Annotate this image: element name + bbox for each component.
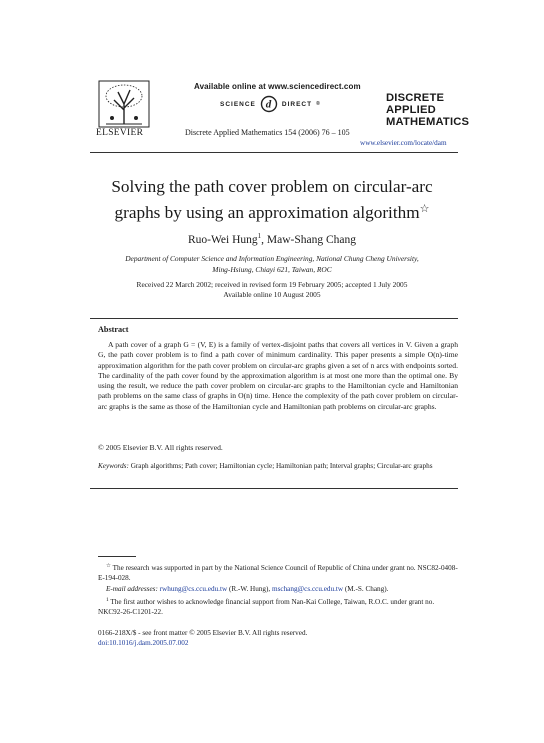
email-owner: (R.-W. Hung), [228, 585, 271, 593]
sciencedirect-logo [220, 95, 321, 113]
paper-title-line-1: Solving the path cover problem on circular-arc [111, 177, 433, 196]
footnote-acknowledgement-text: The first author wishes to acknowledge financial support from Nan-Kai College, Taiwan, R.O.C. under grant no. NKC92-26-C1201-22. [98, 598, 435, 616]
author-name: Ruo-Wei Hung [187, 234, 258, 246]
abstract-heading: Abstract [98, 325, 129, 334]
affiliation-line-1: Department of Computer Science and Information Engineering, National Chung Cheng University, [125, 254, 419, 263]
abstract-bottom-divider [90, 488, 458, 489]
email-owner: (M.-S. Chang). [344, 585, 389, 593]
journal-title-line-3: MATHEMATICS [386, 116, 470, 128]
footnote-emails [98, 584, 460, 594]
header-divider [90, 152, 458, 153]
abstract-copyright: © 2005 Elsevier B.V. All rights reserved. [98, 443, 223, 452]
keywords [98, 461, 458, 471]
abstract-body [98, 340, 458, 412]
title-footnote-star[interactable]: ☆ [419, 203, 430, 215]
footnote-acknowledgement [98, 595, 460, 617]
affiliation [110, 253, 434, 275]
author-name: Maw-Shang Chang [266, 234, 357, 246]
journal-title-line-2: APPLIED [386, 104, 436, 116]
doi-link[interactable]: doi:10.1016/j.dam.2005.07.002 [98, 639, 189, 647]
author-footnote-marker[interactable]: 1 [257, 232, 262, 240]
issn-line: 0166-218X/$ - see front matter © 2005 Elsevier B.V. All rights reserved. [98, 629, 308, 637]
paper-title [100, 176, 444, 224]
journal-url-link[interactable]: www.elsevier.com/locate/dam [360, 139, 447, 147]
email-link[interactable]: rwhung@cs.ccu.edu.tw [159, 585, 228, 593]
paper-title-line-2 [100, 198, 444, 224]
sciencedirect-right-word: DIRECT [281, 100, 313, 108]
author-list [100, 232, 444, 246]
footnote-funding [98, 561, 460, 583]
journal-title-line-1: DISCRETE [386, 92, 445, 104]
sciencedirect-at-icon [260, 95, 278, 113]
footnote-funding-text: The research was supported in part by the National Science Council of Republic of China under grant no. NSC82-0408-E-194-028. [98, 564, 458, 582]
sciencedirect-left-word: SCIENCE [220, 100, 256, 108]
keywords-label: Keywords: [98, 462, 129, 470]
abstract-top-divider [90, 318, 458, 319]
footnote-1-mark: 1 [106, 597, 109, 603]
footnote-divider [98, 556, 136, 557]
journal-title-block [386, 92, 469, 128]
article-history [110, 280, 434, 300]
received-dates: Received 22 March 2002; received in revised form 19 February 2005; accepted 1 July 2005 [136, 280, 408, 289]
available-online-date: Available online 10 August 2005 [223, 290, 321, 299]
publisher-name: ELSEVIER [96, 128, 144, 138]
author-separator: , [261, 234, 267, 246]
paper-title-line-2-text: graphs by using an approximation algorithm [114, 203, 420, 222]
footnote-star-mark: ☆ [106, 563, 111, 569]
email-link[interactable]: mschang@cs.ccu.edu.tw [272, 585, 344, 593]
affiliation-line-2: Ming-Hsiung, Chiayi 621, Taiwan, ROC [212, 265, 332, 274]
available-online-text: Available online at www.sciencedirect.com [194, 82, 361, 91]
footnotes [98, 561, 460, 618]
journal-reference: Discrete Applied Mathematics 154 (2006) 76 – 105 [185, 128, 350, 137]
email-label: E-mail addresses: [106, 585, 158, 593]
abstract-text: A path cover of a graph G = (V, E) is a family of vertex-disjoint paths that covers all vertices in V. Given a graph G, the path cover problem is to find a path cover of minimum cardinality. This paper presents a simple O(n)-time approximation algorithm for the path cover problem on circular-arc graphs given a set of n arcs with endpoints sorted. The cardinality of the path cover found by the approximation algorithm is at most one more than the optimal one. By using the result, we reduce the path cover problem on circular-arc graphs to the Hamiltonian cycle and Hamiltonian path problems on the same class of graphs in O(n) time. Hence the complexity of the path cover problem on circular-arc graphs is the same as those of the Hamiltonian cycle and Hamiltonian path problems on circular-arc graphs. [98, 340, 458, 411]
svg-text:d: d [265, 98, 273, 111]
sciencedirect-registered-mark: ® [316, 101, 321, 107]
keywords-list: Graph algorithms; Path cover; Hamiltonian cycle; Hamiltonian path; Interval graphs; Circular-arc graphs [130, 462, 433, 470]
document-footer [98, 628, 307, 648]
